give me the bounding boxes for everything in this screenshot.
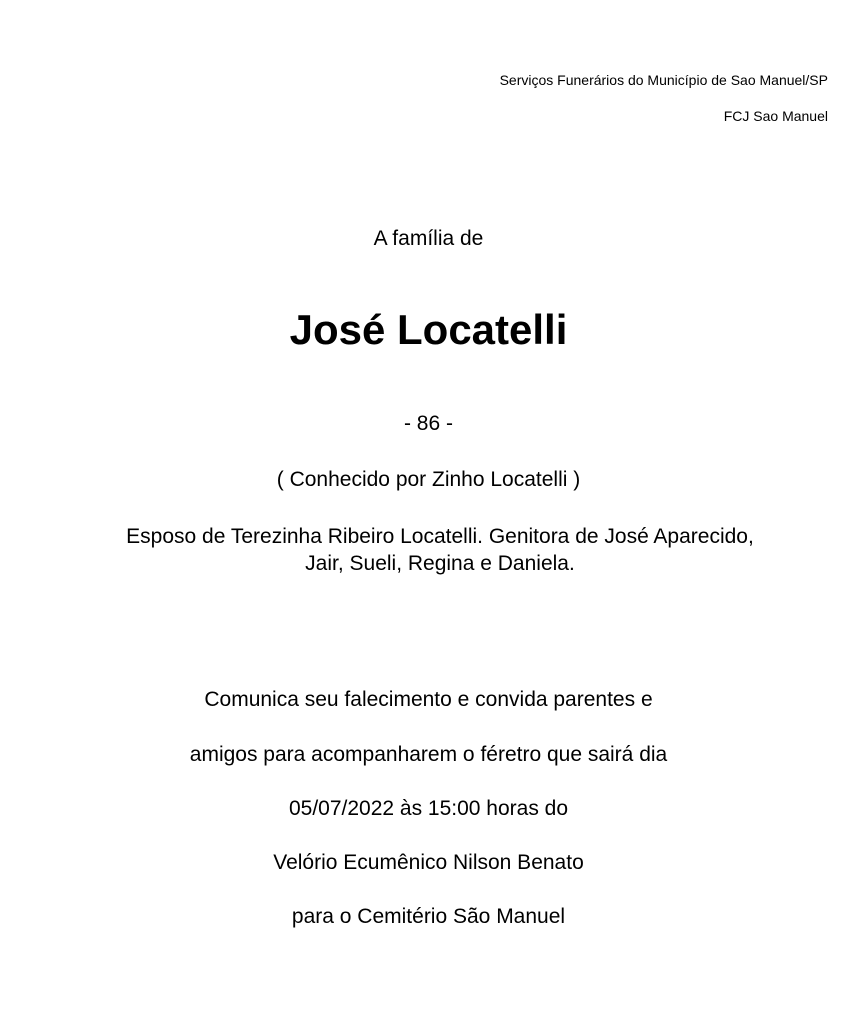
announcement-line: para o Cemitério São Manuel xyxy=(291,905,566,928)
intro-text: A família de xyxy=(373,227,484,250)
announcement-line: Comunica seu falecimento e convida parentes e xyxy=(204,688,653,711)
age-text: - 86 - xyxy=(403,412,453,435)
announcement-line: 05/07/2022 às 15:00 horas do xyxy=(288,797,569,820)
deceased-name: José Locatelli xyxy=(289,306,568,353)
announcement-line: Velório Ecumênico Nilson Benato xyxy=(273,851,584,874)
family-line: Jair, Sueli, Regina e Daniela. xyxy=(305,552,575,575)
family-line: Esposo de Terezinha Ribeiro Locatelli. Genitora de José Aparecido, xyxy=(126,525,754,548)
family-paragraph xyxy=(40,523,840,577)
organization-header: Serviços Funerários do Município de Sao Manuel/SP xyxy=(499,72,828,88)
announcement-line: amigos para acompanharem o féretro que sairá dia xyxy=(189,743,668,766)
unit-header: FCJ Sao Manuel xyxy=(723,108,828,124)
nickname-text: ( Conhecido por Zinho Locatelli ) xyxy=(276,468,581,491)
